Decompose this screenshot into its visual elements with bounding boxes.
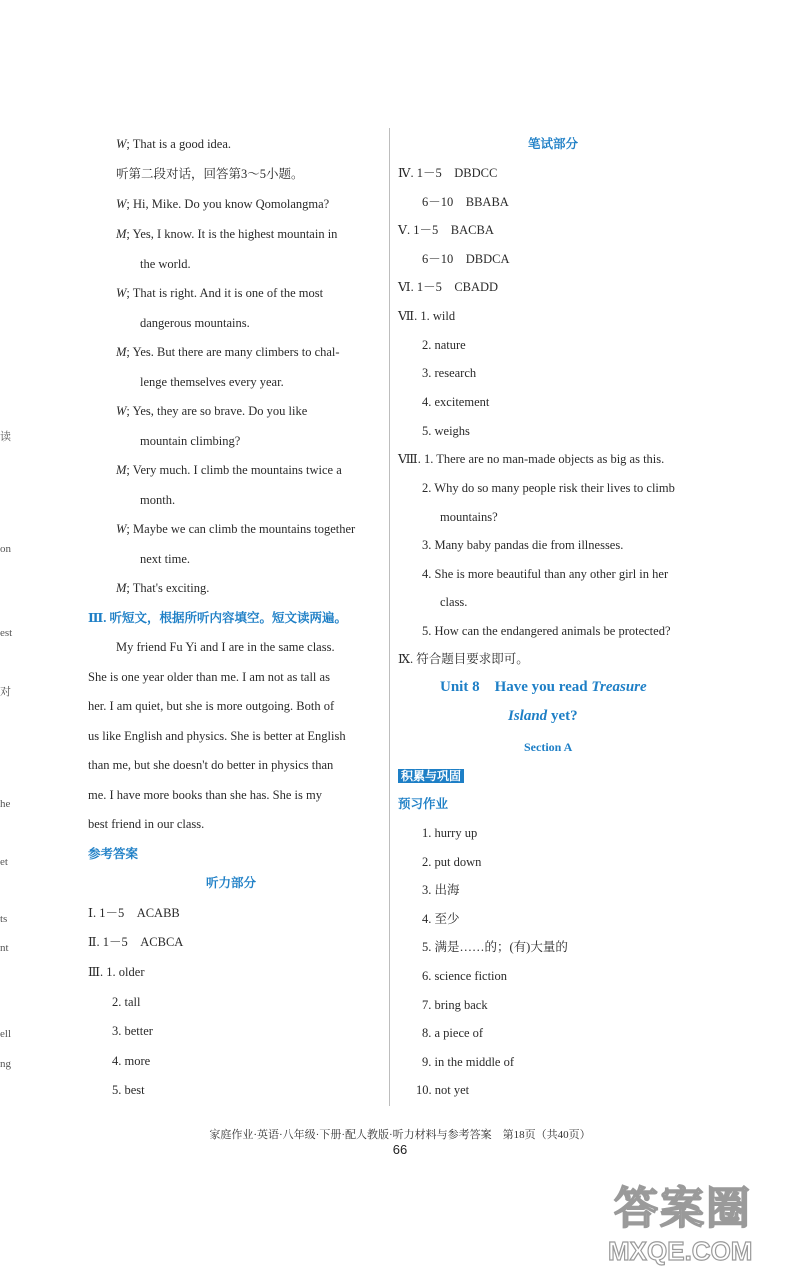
- section-label: Section A: [524, 740, 573, 754]
- dialogue-line: W; Maybe we can climb the mountains together: [116, 522, 356, 536]
- passage-line: best friend in our class.: [88, 817, 205, 831]
- answers-heading: 参考答案: [88, 847, 139, 861]
- margin-fragment: he: [0, 798, 11, 810]
- dialogue-continuation: dangerous mountains.: [140, 316, 250, 330]
- preview-item: 9. in the middle of: [422, 1055, 514, 1069]
- dialogue-line: M; Yes, I know. It is the highest mountain in: [116, 227, 338, 241]
- preview-item: 4. 至少: [422, 912, 460, 926]
- answer-line: Ⅳ. 1－5 DBDCC: [398, 166, 498, 180]
- answer-line: 6－10 DBDCA: [422, 252, 510, 266]
- margin-fragment: ell: [0, 1028, 11, 1040]
- answer-line: 4. more: [112, 1054, 151, 1068]
- speaker-label: W: [116, 404, 127, 418]
- margin-fragment: ng: [0, 1058, 11, 1070]
- dialogue-line: W; Hi, Mike. Do you know Qomolangma?: [116, 197, 330, 211]
- passage-line: us like English and physics. She is better at English: [88, 729, 346, 743]
- answer-line: 3. Many baby pandas die from illnesses.: [422, 538, 624, 552]
- listening-heading: 听力部分: [206, 876, 257, 890]
- answer-line: 3. research: [422, 366, 477, 380]
- answer-line: 5. How can the endangered animals be protected?: [422, 624, 671, 638]
- watermark-url: MXQE.COM: [608, 1236, 753, 1266]
- dialogue-line: W; That is a good idea.: [116, 137, 232, 151]
- speaker-label: W: [116, 197, 127, 211]
- dialogue-line: W; Yes, they are so brave. Do you like: [116, 404, 308, 418]
- answer-line: 2. tall: [112, 995, 141, 1009]
- dialogue-continuation: mountain climbing?: [140, 434, 241, 448]
- speaker-label: W: [116, 522, 127, 536]
- margin-fragment: on: [0, 543, 11, 555]
- dialogue-continuation: next time.: [140, 552, 190, 566]
- preview-label: 预习作业: [398, 797, 449, 811]
- preview-item: 7. bring back: [422, 998, 488, 1012]
- speaker-label: M: [116, 463, 127, 477]
- answer-line: 4. She is more beautiful than any other girl in her: [422, 567, 669, 581]
- dialogue-continuation: the world.: [140, 257, 191, 271]
- answer-line: 2. Why do so many people risk their lives to climb: [422, 481, 675, 495]
- margin-fragment: 对: [0, 686, 11, 698]
- dialogue-line: M; Very much. I climb the mountains twice a: [116, 463, 342, 477]
- written-heading: 笔试部分: [528, 137, 579, 151]
- preview-item: 3. 出海: [422, 883, 460, 897]
- answer-line: Ⅶ. 1. wild: [398, 309, 456, 323]
- passage-line: her. I am quiet, but she is more outgoing. Both of: [88, 699, 335, 713]
- answer-line: 3. better: [112, 1024, 153, 1038]
- dialogue-continuation: lenge themselves every year.: [140, 375, 284, 389]
- passage-line: She is one year older than me. I am not as tall as: [88, 670, 330, 684]
- answer-line: Ⅰ. 1－5 ACABB: [88, 906, 180, 920]
- unit-title: Unit 8 Have you read Treasure: [440, 679, 647, 695]
- answer-line: class.: [440, 595, 468, 609]
- answer-line: 5. weighs: [422, 424, 470, 438]
- answer-line: Ⅷ. 1. There are no man-made objects as big as this.: [398, 452, 665, 466]
- speaker-label: W: [116, 137, 127, 151]
- speaker-label: M: [116, 581, 127, 595]
- page-number: 66: [392, 1142, 408, 1157]
- margin-fragment: ts: [0, 913, 8, 925]
- passage-line: than me, but she doesn't do better in physics than: [88, 758, 334, 772]
- answer-line: 6－10 BBABA: [422, 195, 509, 209]
- section-heading: Ⅲ. 听短文，根据所听内容填空。短文读两遍。: [88, 611, 347, 625]
- answer-line: mountains?: [440, 510, 498, 524]
- margin-fragment: et: [0, 856, 8, 868]
- dialogue-line: M; That's exciting.: [116, 581, 210, 595]
- preview-item: 6. science fiction: [422, 969, 508, 983]
- column-divider: [389, 128, 390, 1106]
- answer-line: Ⅱ. 1－5 ACBCA: [88, 935, 184, 949]
- margin-fragment: est: [0, 627, 13, 639]
- instruction-line: 听第二段对话，回答第3～5小题。: [116, 167, 304, 181]
- preview-item: 2. put down: [422, 855, 482, 869]
- answer-line: Ⅸ. 符合题目要求即可。: [398, 652, 529, 666]
- answer-line: Ⅵ. 1－5 CBADD: [398, 280, 499, 294]
- passage-line: My friend Fu Yi and I are in the same class.: [116, 640, 335, 654]
- dialogue-line: M; Yes. But there are many climbers to chal-: [116, 345, 340, 359]
- preview-item: 5. 满是……的；(有)大量的: [422, 940, 568, 954]
- margin-fragment: 读: [0, 431, 11, 443]
- preview-item: 10. not yet: [416, 1083, 470, 1097]
- watermark-logo: 答案圈: [614, 1183, 752, 1234]
- preview-item: 1. hurry up: [422, 826, 478, 840]
- speaker-label: M: [116, 345, 127, 359]
- dialogue-line: W; That is right. And it is one of the most: [116, 286, 324, 300]
- passage-line: me. I have more books than she has. She is my: [88, 788, 322, 802]
- speaker-label: W: [116, 286, 127, 300]
- speaker-label: M: [116, 227, 127, 241]
- answer-line: 5. best: [112, 1083, 145, 1097]
- answer-line: Ⅴ. 1－5 BACBA: [398, 223, 494, 237]
- preview-item: 8. a piece of: [422, 1026, 484, 1040]
- margin-fragment: nt: [0, 942, 9, 954]
- page-footer: 家庭作业·英语·八年级·下册·配人教版·听力材料与参考答案 第18页（共40页）: [209, 1129, 591, 1141]
- unit-title-continued: Island yet?: [508, 708, 578, 724]
- dialogue-continuation: month.: [140, 493, 176, 507]
- consolidate-label: 积累与巩固: [398, 768, 464, 784]
- answer-line: 4. excitement: [422, 395, 490, 409]
- answer-line: Ⅲ. 1. older: [88, 965, 145, 979]
- answer-line: 2. nature: [422, 338, 466, 352]
